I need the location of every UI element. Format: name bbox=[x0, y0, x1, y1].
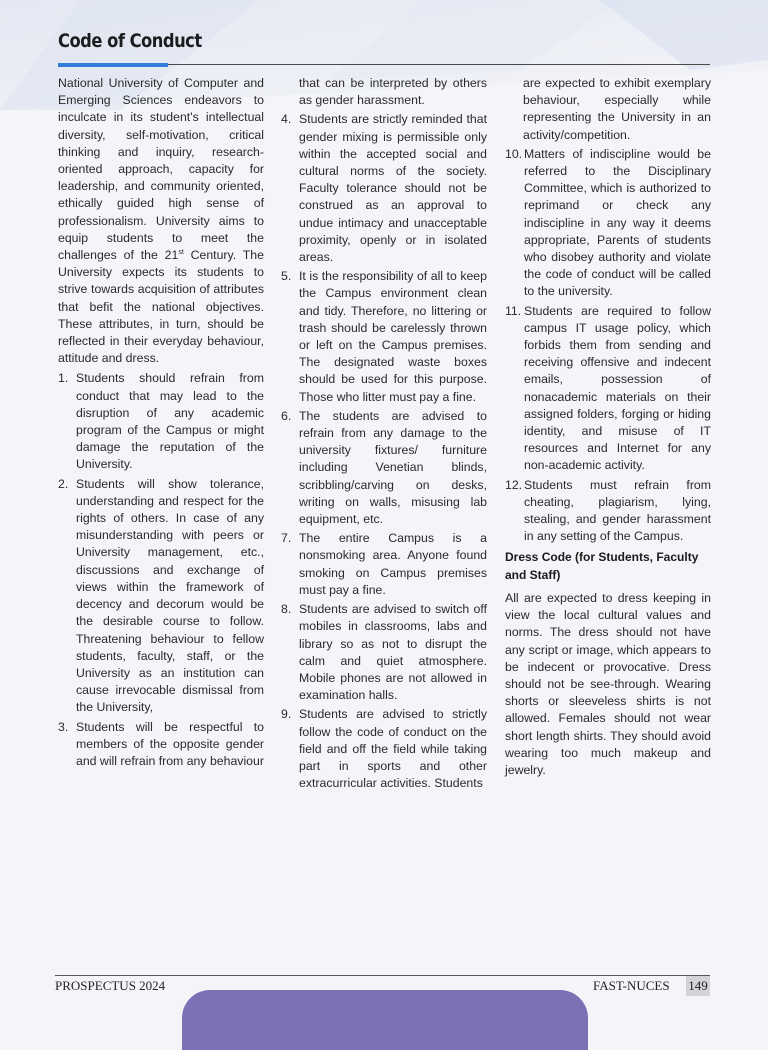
rule-item: 3. Students will be respectful to members of the opposite gender and will refrain from any behaviour bbox=[58, 719, 264, 768]
ordinal-suffix: st bbox=[178, 248, 184, 256]
rules-list-part-2 bbox=[281, 75, 487, 792]
rule-item: 1. Students should refrain from conduct that may lead to the disruption of any academic program of the Campus or might damage the reputation of the University. bbox=[58, 371, 264, 472]
column-3 bbox=[505, 75, 711, 782]
rule-item: 12. Students must refrain from cheating, plagiarism, lying, stealing, and gender harassment in any setting of the Campus. bbox=[505, 477, 711, 544]
rule-item: 8. Students are advised to switch off mobiles in classrooms, labs and library so as not to disrupt the calm and quiet atmosphere. Mobile phones are not allowed in examination halls. bbox=[281, 602, 487, 703]
title-accent-bar bbox=[58, 63, 168, 67]
rule-item: 10. Matters of indiscipline would be referred to the Disciplinary Committee, which is authorized to reprimand or check any indiscipline in any way it deems appropriate, Parents of students who disobey authority and violate the code of conduct will be called to the university. bbox=[505, 146, 711, 299]
rules-list-part-3 bbox=[505, 75, 711, 545]
bottom-decorative-tab bbox=[182, 990, 588, 1050]
page-title: Code of Conduct bbox=[58, 30, 202, 52]
footer-divider bbox=[55, 975, 710, 976]
rule-item: 11. Students are required to follow campus IT usage policy, which forbids them from sending and receiving offensive and indecent emails, possession of nonacademic materials on their assigned folders, forging or hiding identity, and misuse of IT resources and Internet for any non-academic activity. bbox=[505, 303, 711, 473]
intro-paragraph: National University of Computer and Emerging Sciences endeavors to inculcate in its student's intellectual diversity, self-motivation, critical thinking and inquiry, research-oriented approach, capacity for leadership, and community oriented, ethically guided high sense of professionalism. University aims to equip students to meet the challenges of the 21st Century. The University expects its students to strive towards acquisition of attributes that befit the national objectives. These attributes, in turn, should be reflected in their everyday behaviour, attitude and dress. bbox=[58, 76, 264, 366]
rule-item: 9. Students are advised to strictly follow the code of conduct on the field and off the field while taking part in sports and other extracurricular activities. Students bbox=[281, 707, 487, 791]
footer-publication: PROSPECTUS 2024 bbox=[55, 978, 166, 993]
rule-item-continued: are expected to exhibit exemplary behaviour, especially while representing the University in an activity/competition. bbox=[523, 76, 711, 142]
rule-item: 6. The students are advised to refrain from any damage to the university fixtures/ furniture including Venetian blinds, scribbling/carving on desks, writing on walls, misusing lab equipment, etc. bbox=[281, 408, 487, 527]
rule-item-continued: that can be interpreted by others as gender harassment. bbox=[299, 76, 487, 108]
page-number: 149 bbox=[686, 976, 710, 996]
column-1 bbox=[58, 75, 264, 772]
column-2 bbox=[281, 75, 487, 794]
rule-item: 7. The entire Campus is a nonsmoking area. Anyone found smoking on Campus premises must pay a fine. bbox=[281, 531, 487, 597]
dress-code-paragraph: All are expected to dress keeping in view the local cultural values and norms. The dress should not have any script or image, which appears to be indecent or provocative. Dress should not be see-through. Wearing shorts or sleeveless shirts is not allowed. Females should not wear short length shirts. They should avoid wearing too much makeup and jewelry. bbox=[505, 590, 711, 777]
dress-code-heading: Dress Code (for Students, Faculty and Staff) bbox=[505, 550, 699, 582]
rule-item: 2. Students will show tolerance, understanding and respect for the rights of others. In case of any misunderstanding with peers or University management, etc., discussions and exchange of views within the framework of decency and decorum would be the desirable course to follow. Threatening behaviour to fellow students, faculty, staff, or the University as an institution can cause irrevocable dismissal from the University, bbox=[58, 476, 264, 715]
footer-institution: FAST-NUCES bbox=[593, 978, 670, 993]
rule-item: 4. Students are strictly reminded that gender mixing is permissible only within the accepted social and cultural norms of the society. Faculty tolerance should not be construed as an approval to undue intimacy and unacceptable proximity, openly or in isolated areas. bbox=[281, 112, 487, 265]
rule-item: 5. It is the responsibility of all to keep the Campus environment clean and tidy. Therefore, no littering or trash should be carelessly thrown or left on the Campus premises. The designated waste boxes should be used for this purpose. Those who litter must pay a fine. bbox=[281, 269, 487, 404]
rules-list-part-1 bbox=[58, 370, 264, 770]
